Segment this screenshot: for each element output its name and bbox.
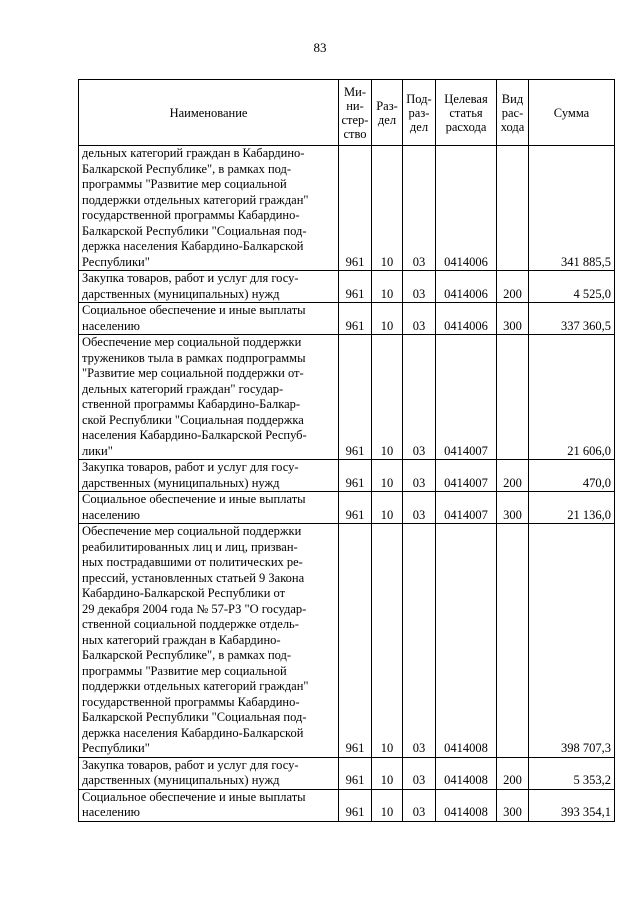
row-name-line: ных категорий граждан в Кабардино- (82, 632, 281, 647)
row-sum: 5 353,2 (529, 757, 615, 789)
row-sum: 337 360,5 (529, 303, 615, 335)
row-name-line: Республики" (82, 254, 150, 269)
row-name (79, 524, 339, 758)
row-target: 0414006 (436, 271, 497, 303)
row-section: 10 (372, 146, 403, 271)
row-name-line: Балкарской Республике", в рамках под- (82, 648, 292, 662)
row-name-line: Социальное обеспечение и иные выплаты (82, 303, 306, 317)
row-subsection: 03 (403, 460, 436, 492)
row-section: 10 (372, 757, 403, 789)
row-name (79, 757, 339, 789)
row-name-line: дельных категорий граждан в Кабардино- (82, 146, 305, 160)
row-name-line: держка населения Кабардино-Балкарской (82, 239, 304, 253)
table-row (79, 757, 615, 789)
row-name-line: дельных категорий граждан" государ- (82, 381, 284, 396)
row-target: 0414006 (436, 146, 497, 271)
table-row (79, 303, 615, 335)
table-row (79, 789, 615, 821)
row-ministry: 961 (339, 460, 372, 492)
row-kind (497, 335, 529, 460)
row-subsection: 03 (403, 146, 436, 271)
row-name-line: ственной социальной поддержке отдель- (82, 617, 299, 631)
page-number: 83 (313, 40, 327, 55)
table-row (79, 492, 615, 524)
row-kind (497, 146, 529, 271)
row-name-line: поддержки отдельных категорий граждан" (82, 192, 309, 207)
row-subsection: 03 (403, 303, 436, 335)
row-sum: 21 136,0 (529, 492, 615, 524)
row-target: 0414006 (436, 303, 497, 335)
header-ministry: Ми- ни- стер- ство (339, 80, 372, 146)
row-name (79, 146, 339, 271)
row-subsection: 03 (403, 335, 436, 460)
row-name-line: Балкарской Республики "Социальная под- (82, 710, 307, 724)
row-name-line: населению (82, 805, 140, 819)
table-row (79, 146, 615, 271)
row-kind: 200 (497, 271, 529, 303)
row-name-line: "Развитие мер социальной поддержки от- (82, 366, 304, 380)
row-kind: 300 (497, 492, 529, 524)
row-subsection: 03 (403, 271, 436, 303)
row-section: 10 (372, 271, 403, 303)
row-subsection: 03 (403, 492, 436, 524)
row-name-line: Балкарской Республике", в рамках под- (82, 161, 292, 176)
row-section: 10 (372, 524, 403, 758)
table-row (79, 460, 615, 492)
row-name-line: Обеспечение мер социальной поддержки (82, 335, 302, 349)
row-ministry: 961 (339, 271, 372, 303)
header-target: Целевая статья расхода (436, 80, 497, 146)
row-name-line: Социальное обеспечение и иные выплаты (82, 492, 306, 506)
row-name-line: дарственных (муниципальных) нужд (82, 286, 280, 301)
row-section: 10 (372, 460, 403, 492)
row-target: 0414008 (436, 789, 497, 821)
row-ministry: 961 (339, 757, 372, 789)
row-name-line: поддержки отдельных категорий граждан" (82, 679, 309, 693)
row-subsection: 03 (403, 757, 436, 789)
budget-table (78, 79, 615, 822)
row-ministry: 961 (339, 303, 372, 335)
row-section: 10 (372, 492, 403, 524)
row-ministry: 961 (339, 789, 372, 821)
header-kind: Вид рас- хода (497, 80, 529, 146)
row-ministry: 961 (339, 492, 372, 524)
row-name-line: ственной программы Кабардино-Балкар- (82, 397, 301, 411)
header-sum: Сумма (529, 80, 615, 146)
row-name-line: населения Кабардино-Балкарской Респуб- (82, 428, 307, 442)
row-ministry: 961 (339, 146, 372, 271)
row-target: 0414007 (436, 460, 497, 492)
row-target: 0414008 (436, 757, 497, 789)
row-name (79, 335, 339, 460)
row-name-line: населению (82, 318, 140, 333)
row-target: 0414007 (436, 492, 497, 524)
row-name-line: Балкарской Республики "Социальная под- (82, 223, 307, 238)
row-target: 0414007 (436, 335, 497, 460)
row-name-line: государственной программы Кабардино- (82, 694, 300, 709)
row-name-line: программы "Развитие мер социальной (82, 177, 287, 191)
row-name-line: Социальное обеспечение и иные выплаты (82, 789, 306, 804)
row-name-line: дарственных (муниципальных) нужд (82, 475, 280, 490)
row-kind: 200 (497, 757, 529, 789)
header-section: Раз- дел (372, 80, 403, 146)
row-name (79, 303, 339, 335)
row-kind (497, 524, 529, 758)
row-name-line: населению (82, 507, 140, 522)
table-row (79, 335, 615, 460)
row-kind: 200 (497, 460, 529, 492)
row-name-line: 29 декабря 2004 года № 57-РЗ "О государ- (82, 601, 307, 616)
row-name-line: тружеников тыла в рамках подпрограммы (82, 350, 306, 365)
row-ministry: 961 (339, 524, 372, 758)
header-subsection: Под- раз- дел (403, 80, 436, 146)
row-name-line: Закупка товаров, работ и услуг для госу- (82, 271, 299, 285)
row-name-line: ных пострадавшими от политических ре- (82, 555, 303, 569)
row-sum: 393 354,1 (529, 789, 615, 821)
row-name-line: дарственных (муниципальных) нужд (82, 773, 280, 787)
row-kind: 300 (497, 303, 529, 335)
row-sum: 341 885,5 (529, 146, 615, 271)
row-kind: 300 (497, 789, 529, 821)
row-name-line: Обеспечение мер социальной поддержки (82, 524, 302, 538)
table-row (79, 271, 615, 303)
row-name-line: Республики" (82, 741, 150, 755)
row-subsection: 03 (403, 789, 436, 821)
row-sum: 398 707,3 (529, 524, 615, 758)
table-header-row (79, 80, 615, 146)
row-sum: 470,0 (529, 460, 615, 492)
row-name-line: реабилитированных лиц и лиц, призван- (82, 539, 298, 554)
row-name (79, 789, 339, 821)
row-name-line: Кабардино-Балкарской Республики от (82, 586, 286, 600)
row-sum: 4 525,0 (529, 271, 615, 303)
row-name (79, 460, 339, 492)
table-row (79, 524, 615, 758)
row-sum: 21 606,0 (529, 335, 615, 460)
row-name-line: программы "Развитие мер социальной (82, 663, 287, 678)
row-name-line: держка населения Кабардино-Балкарской (82, 725, 304, 740)
row-name-line: Закупка товаров, работ и услуг для госу- (82, 757, 299, 772)
row-name-line: прессий, установленных статьей 9 Закона (82, 570, 305, 585)
table-body (79, 146, 615, 822)
row-section: 10 (372, 335, 403, 460)
row-name-line: ской Республики "Социальная поддержка (82, 412, 304, 427)
header-name: Наименование (79, 80, 339, 146)
row-section: 10 (372, 303, 403, 335)
row-name-line: государственной программы Кабардино- (82, 208, 300, 222)
row-ministry: 961 (339, 335, 372, 460)
row-target: 0414008 (436, 524, 497, 758)
row-section: 10 (372, 789, 403, 821)
row-name (79, 271, 339, 303)
row-subsection: 03 (403, 524, 436, 758)
row-name-line: лики" (82, 443, 113, 458)
row-name (79, 492, 339, 524)
row-name-line: Закупка товаров, работ и услуг для госу- (82, 460, 299, 474)
